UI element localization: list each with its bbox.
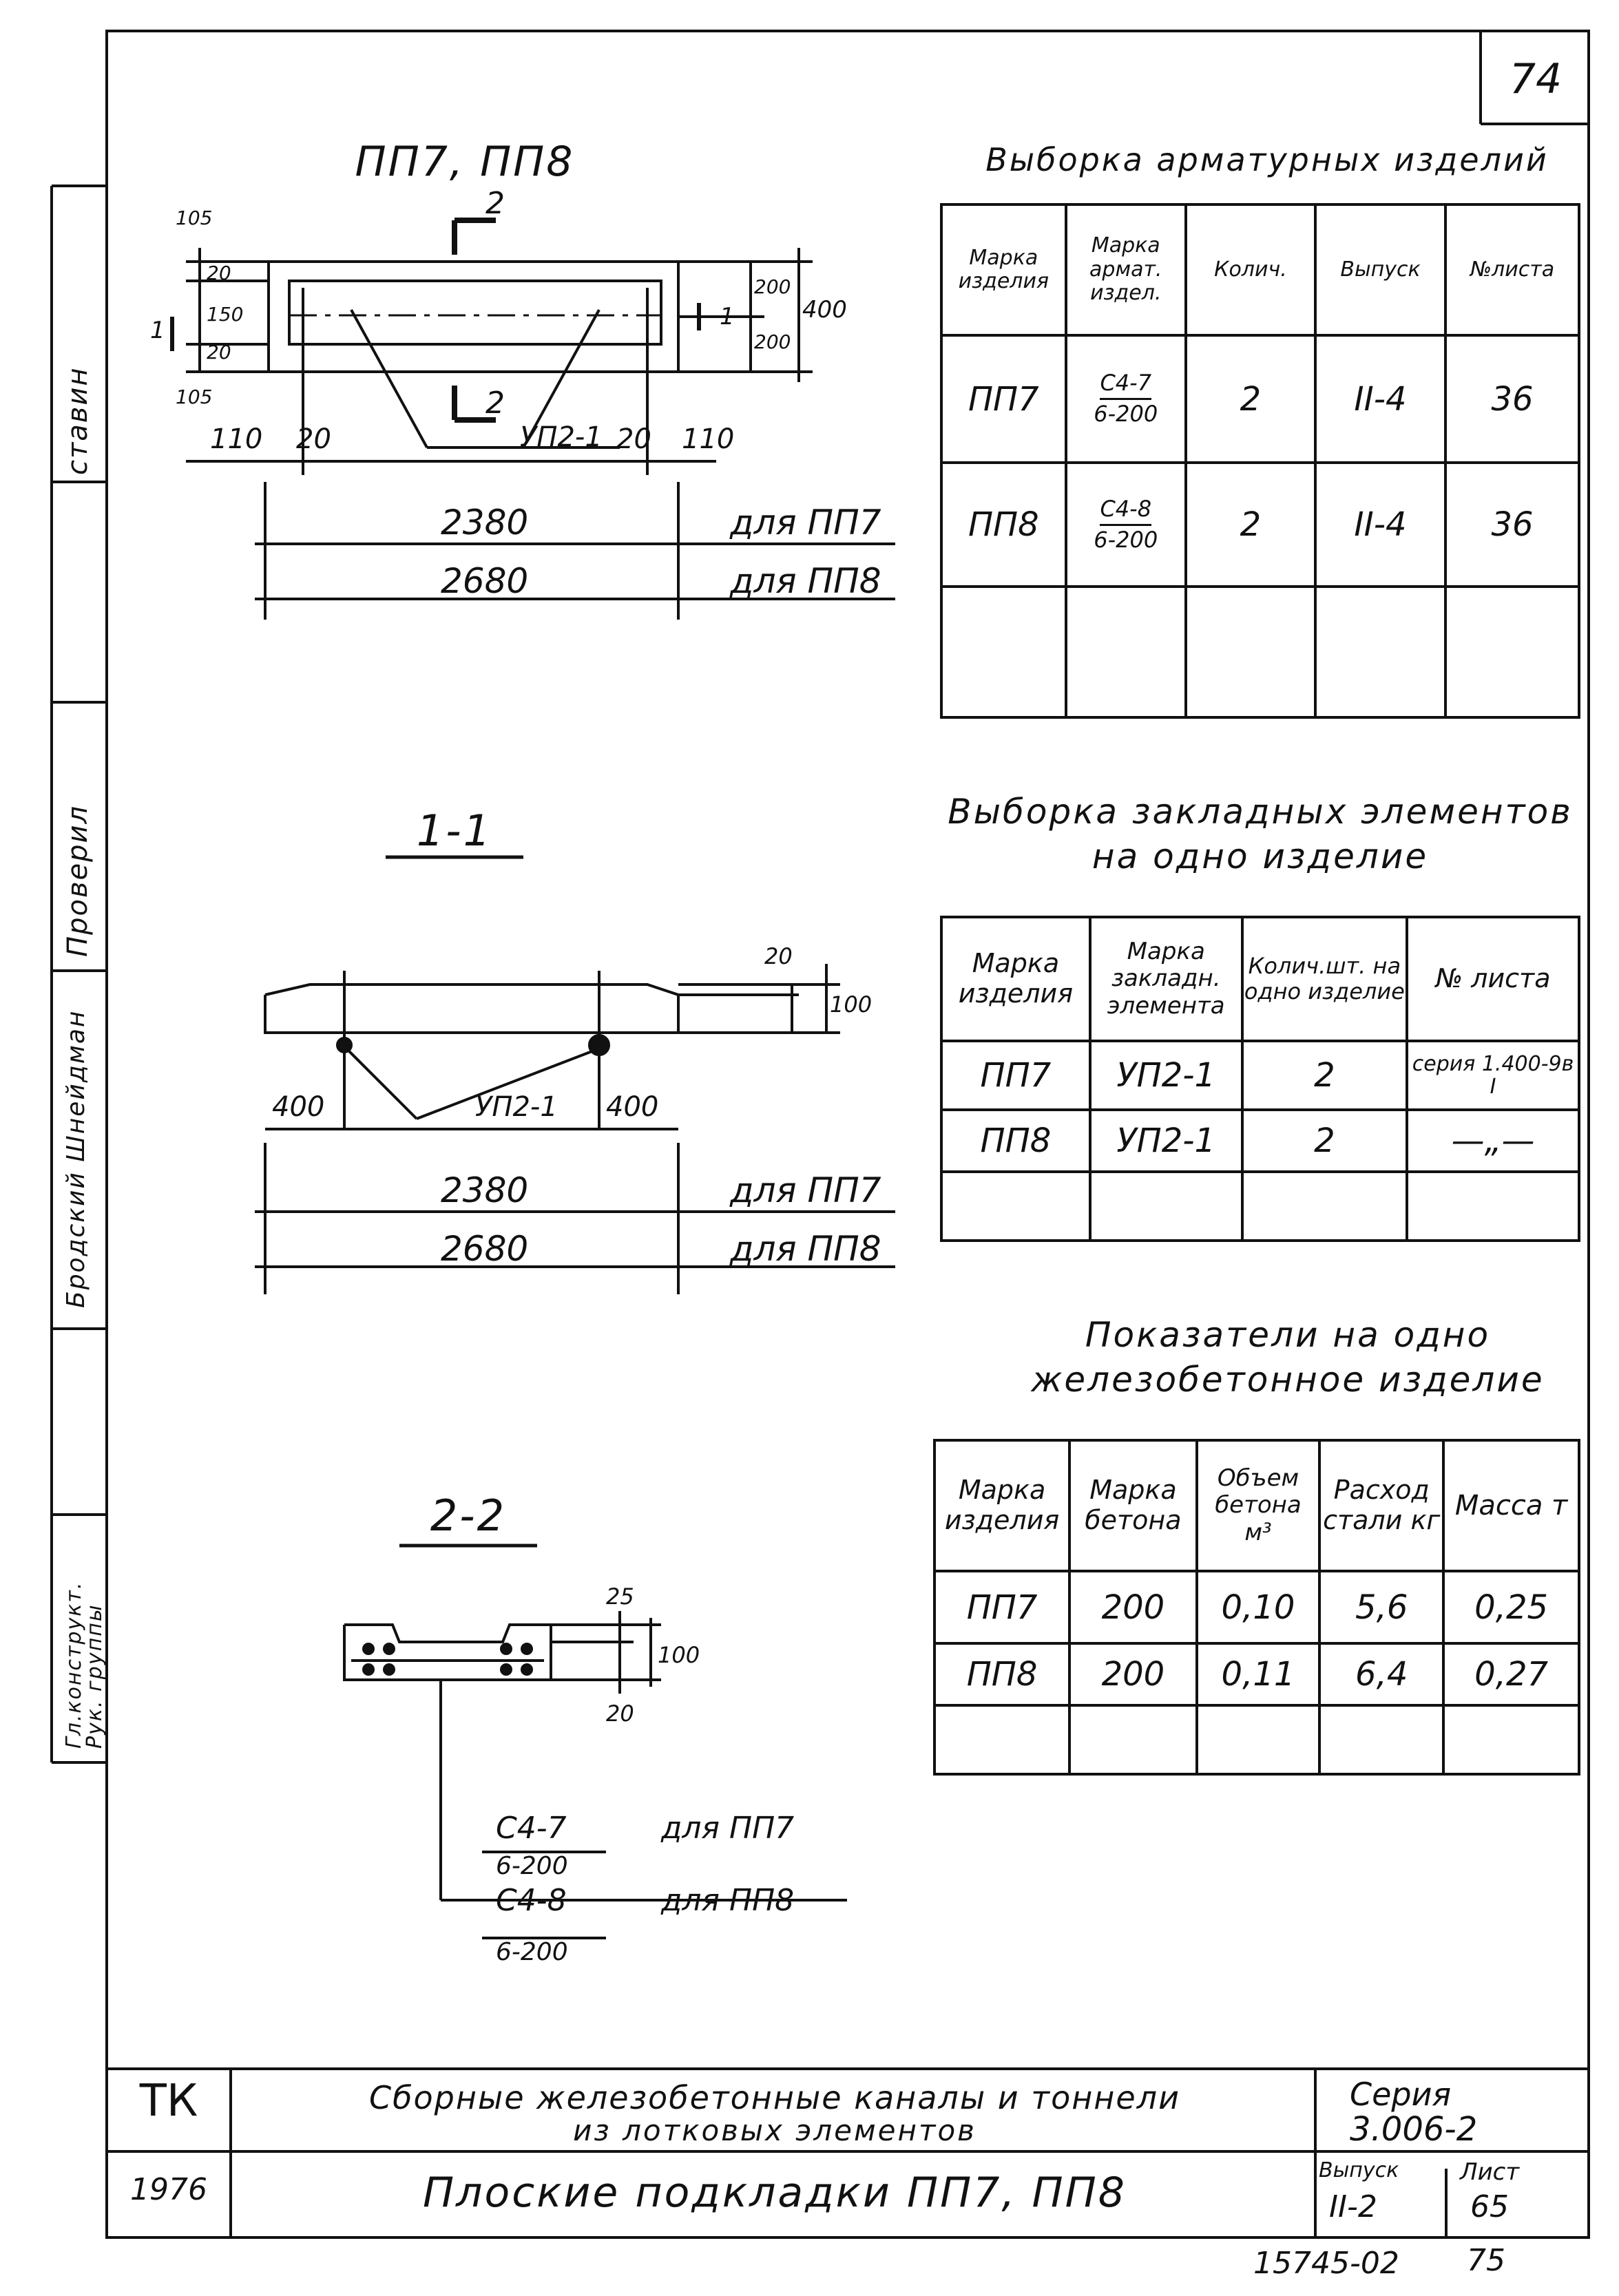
table-row	[941, 463, 1579, 587]
t3-header-steel: Расход стали кг	[1319, 1440, 1443, 1571]
s11-length-2680-label: для ПП8	[730, 1229, 881, 1269]
t3-header-concrete: Марка бетона	[1069, 1440, 1197, 1571]
t1-header-mark: Марка изделия	[941, 204, 1066, 335]
dim-20-s22: 20	[606, 1700, 634, 1727]
dim-20-right: 20	[616, 423, 651, 455]
t3-r2-mark: ПП8	[934, 1643, 1069, 1705]
sheet-value: 65	[1470, 2189, 1509, 2224]
section-22-title: 2-2	[430, 1491, 507, 1541]
t1-r2-issue: II-4	[1315, 463, 1445, 587]
t1-r2-qty: 2	[1186, 463, 1315, 587]
s11-length-2380-label: для ПП7	[730, 1170, 881, 1210]
rebar-note-2-top: С4-8	[496, 1883, 567, 1918]
t1-r2-arm-top: С4-8	[1100, 495, 1151, 526]
dim-105-bottom: 105	[176, 386, 213, 408]
table2-title-1: Выборка закладных элементов	[948, 792, 1573, 832]
t3-r2-concrete: 200	[1069, 1643, 1197, 1705]
t1-r2-sheet: 36	[1445, 463, 1579, 587]
t1-r1-arm-top: С4-7	[1100, 369, 1151, 400]
dim-100-s11: 100	[830, 991, 873, 1018]
t1-r1-issue: II-4	[1315, 335, 1445, 463]
sheet-number: 74	[1509, 55, 1563, 103]
t1-header-qty: Колич.	[1186, 204, 1315, 335]
rebar-note-1-label: для ПП7	[661, 1811, 795, 1846]
rebar-note-2-label: для ПП8	[661, 1883, 795, 1918]
t3-header-volume: Объем бетона м³	[1197, 1440, 1320, 1571]
t1-r2-mark: ПП8	[941, 463, 1066, 587]
table-row	[934, 1571, 1579, 1643]
dim-105-top: 105	[176, 207, 213, 229]
table-indicators	[933, 1439, 1580, 1776]
table-row-empty	[941, 1172, 1579, 1241]
dim-20-c: 20	[207, 341, 231, 364]
t1-header-sheet: №листа	[1445, 204, 1579, 335]
t2-r2-element: УП2-1	[1090, 1110, 1242, 1172]
series-label: Серия	[1350, 2076, 1452, 2113]
length-2680-label: для ПП8	[730, 561, 881, 601]
s11-length-2380: 2380	[441, 1170, 529, 1210]
t1-header-arm: Марка армат. издел.	[1066, 204, 1186, 335]
t2-r1-qty: 2	[1242, 1041, 1407, 1110]
t2-r2-mark: ПП8	[941, 1110, 1090, 1172]
t3-r2-volume: 0,11	[1197, 1643, 1320, 1705]
rebar-note-1-bottom: 6-200	[496, 1852, 568, 1880]
t3-r1-mark: ПП7	[934, 1571, 1069, 1643]
table3-title-2: железобетонное изделие	[1031, 1360, 1545, 1400]
t3-r1-volume: 0,10	[1197, 1571, 1320, 1643]
t3-r1-steel: 5,6	[1319, 1571, 1443, 1643]
marker-1-right: 1	[720, 303, 735, 330]
t1-r1-arm-bottom: 6-200	[1094, 401, 1158, 427]
side-label-names: Бродский Шнейдман	[62, 1009, 90, 1308]
table3-title-1: Показатели на одно	[1085, 1315, 1491, 1355]
t3-header-mass: Масса т	[1443, 1440, 1579, 1571]
t3-r1-mass: 0,25	[1443, 1571, 1579, 1643]
dim-200-bottom: 200	[754, 330, 791, 353]
issue-label: Выпуск	[1319, 2158, 1399, 2182]
element-up2-s11: УП2-1	[475, 1091, 558, 1123]
sheet-label: Лист	[1460, 2158, 1520, 2186]
t2-r1-mark: ПП7	[941, 1041, 1090, 1110]
year-label: 1976	[130, 2172, 207, 2207]
dim-150: 150	[207, 303, 244, 326]
dim-400-left: 400	[272, 1091, 325, 1123]
t2-r2-sheet: —„—	[1407, 1110, 1579, 1172]
dim-25-s22: 25	[606, 1583, 634, 1610]
series-value: 3.006-2	[1350, 2110, 1478, 2149]
t2-header-sheet: № листа	[1407, 917, 1579, 1041]
table-row	[941, 335, 1579, 463]
org-label: ТК	[139, 2076, 198, 2127]
footer-page: 75	[1467, 2243, 1505, 2278]
table-rebar	[940, 203, 1580, 719]
length-2380: 2380	[441, 503, 529, 543]
t2-r1-element: УП2-1	[1090, 1041, 1242, 1110]
title-line-1: Сборные железобетонные каналы и тоннели	[369, 2079, 1180, 2116]
table-row-empty	[934, 1705, 1579, 1774]
table-row	[941, 1041, 1579, 1110]
dim-200-top: 200	[754, 275, 791, 298]
t1-r1-mark: ПП7	[941, 335, 1066, 463]
t2-r1-sheet: серия 1.400-9в I	[1407, 1041, 1579, 1110]
section-11-title: 1-1	[416, 805, 493, 856]
length-2680: 2680	[441, 561, 529, 601]
t1-r1-sheet: 36	[1445, 335, 1579, 463]
table2-title-2: на одно изделие	[1091, 836, 1429, 876]
issue-value: II-2	[1329, 2189, 1377, 2224]
side-label-author: ставин	[62, 366, 94, 475]
t1-r1-qty: 2	[1186, 335, 1315, 463]
section-mark-top: 2	[485, 186, 505, 221]
rebar-note-2-bottom: 6-200	[496, 1938, 568, 1966]
plan-title: ПП7, ПП8	[355, 138, 575, 186]
dim-110-right: 110	[682, 423, 735, 455]
dim-400-right: 400	[606, 1091, 659, 1123]
footer-code: 15745-02	[1253, 2246, 1399, 2281]
element-up2-plan: УП2-1	[520, 421, 603, 453]
t1-header-issue: Выпуск	[1315, 204, 1445, 335]
drawing-subtitle: Плоские подкладки ПП7, ПП8	[423, 2169, 1127, 2217]
marker-1-left: 1	[150, 317, 165, 344]
t2-header-mark: Марка изделия	[941, 917, 1090, 1041]
section-mark-bottom: 2	[485, 386, 505, 421]
dim-20-s11: 20	[764, 943, 793, 969]
t2-header-qty: Колич.шт. на одно изделие	[1242, 917, 1407, 1041]
t3-header-mark: Марка изделия	[934, 1440, 1069, 1571]
table-row	[934, 1643, 1579, 1705]
t2-header-element: Марка закладн. элемента	[1090, 917, 1242, 1041]
rebar-note-1-top: С4-7	[496, 1811, 567, 1846]
side-label-checked: Проверил	[62, 804, 94, 957]
dim-110-left: 110	[210, 423, 263, 455]
side-label-group: Рук. группы	[83, 1603, 107, 1749]
dim-20-left: 20	[296, 423, 331, 455]
table-embedded	[940, 916, 1580, 1242]
table1-title: Выборка арматурных изделий	[985, 141, 1549, 178]
table-row	[941, 1110, 1579, 1172]
t3-r1-concrete: 200	[1069, 1571, 1197, 1643]
side-label-chief: Гл.конструкт.	[62, 1581, 86, 1749]
t1-r2-arm	[1066, 463, 1186, 587]
t2-r2-qty: 2	[1242, 1110, 1407, 1172]
t1-r2-arm-bottom: 6-200	[1094, 526, 1158, 553]
dim-400: 400	[802, 296, 847, 324]
t1-r1-arm	[1066, 335, 1186, 463]
title-line-2: из лотковых элементов	[573, 2114, 976, 2147]
t3-r2-steel: 6,4	[1319, 1643, 1443, 1705]
table-row-empty	[941, 587, 1579, 717]
dim-20-a: 20	[207, 262, 231, 284]
s11-length-2680: 2680	[441, 1229, 529, 1269]
t3-r2-mass: 0,27	[1443, 1643, 1579, 1705]
length-2380-label: для ПП7	[730, 503, 881, 543]
dim-100-s22: 100	[658, 1642, 700, 1668]
